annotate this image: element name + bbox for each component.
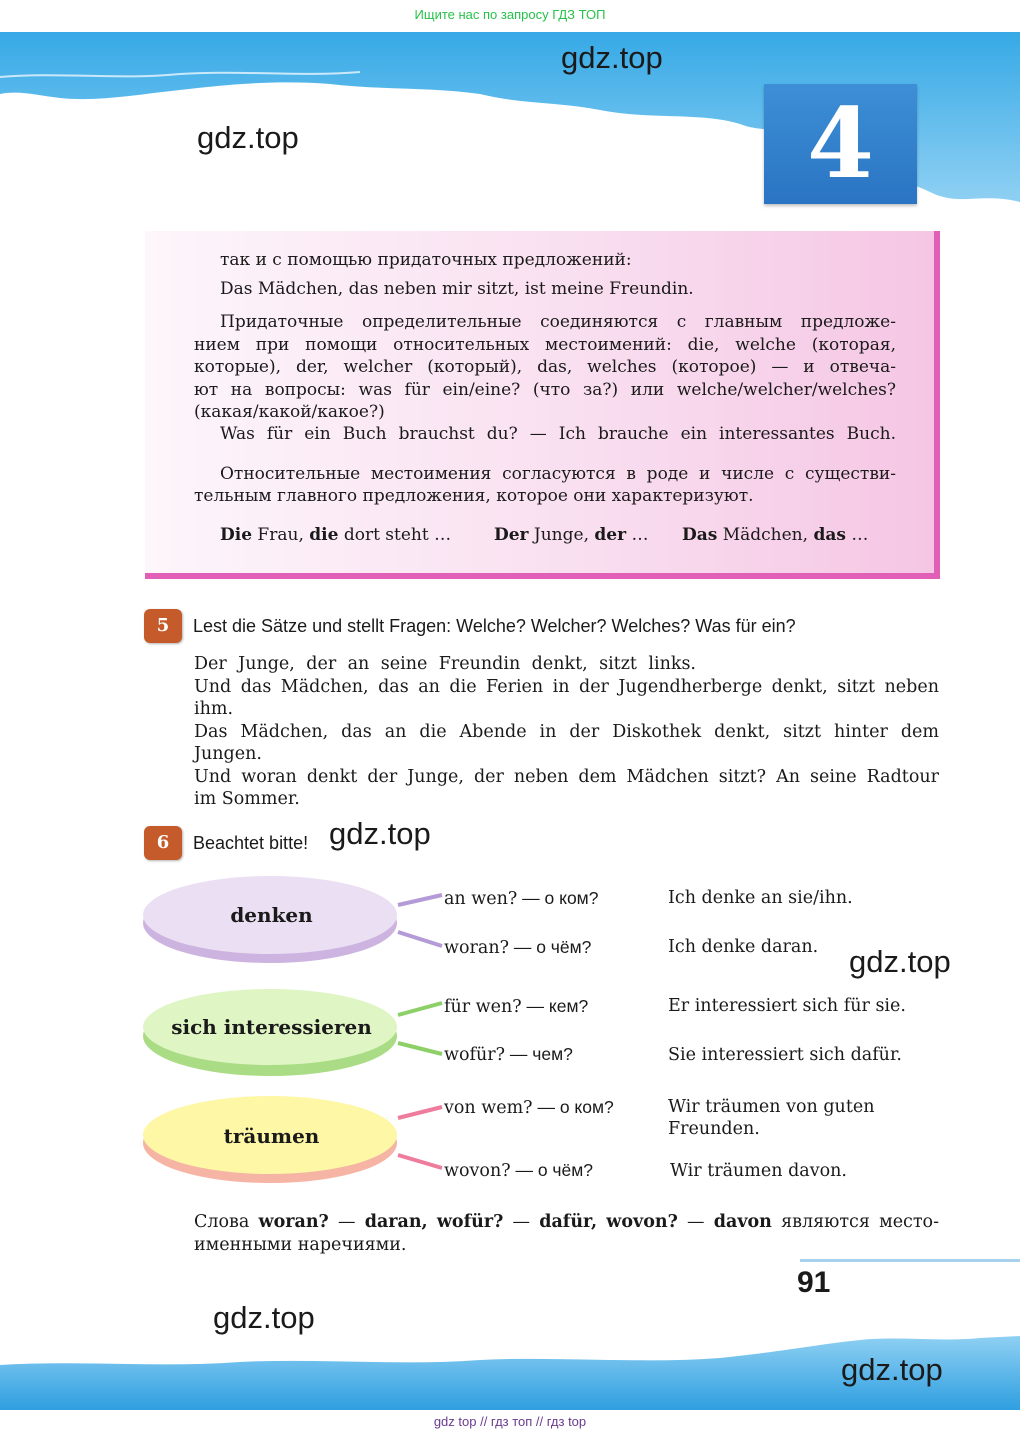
question-de: an wen? — [444, 889, 518, 909]
rule-text: Придаточные определительные соединяются с главным предложе- — [220, 312, 896, 332]
dash: — — [517, 888, 545, 908]
dash: — — [532, 1097, 560, 1117]
answer-example: Ich denke daran. — [668, 937, 819, 957]
note-text: являются место- — [771, 1212, 939, 1232]
question-ru: о ком? — [559, 1097, 614, 1117]
example-article: Das — [682, 525, 718, 545]
verb-label: denken — [230, 903, 313, 927]
rule-text: нием при помощи относительных местоимений: die, welche (которая, — [194, 335, 896, 355]
rule-example: Das Mädchen, das neben mir sitzt, ist meine Freundin. — [220, 279, 694, 299]
dash: — — [505, 1044, 533, 1064]
rule-text: так и с помощью придаточных предложений: — [220, 250, 632, 270]
question-de: wofür? — [444, 1045, 506, 1065]
footer-links[interactable]: gdz top // гдз топ // гдз top — [433, 1414, 587, 1429]
top-notice[interactable]: Ищите нас по запросу ГДЗ ТОП — [414, 7, 606, 22]
verb-label: sich interessieren — [171, 1015, 372, 1039]
exercise-sentence: Und woran denkt der Junge, der neben dem Mädchen sitzt? An seine Radtour — [194, 767, 939, 787]
exercise-number-badge: 6 — [144, 826, 182, 860]
watermark: gdz.top — [197, 120, 299, 155]
example-noun: Mädchen, — [717, 525, 814, 545]
note-text: Слова — [194, 1212, 259, 1232]
example-tail: … — [845, 525, 869, 545]
note-word: wovon? — [606, 1212, 678, 1232]
exercise-title: Beachtet bitte! — [193, 833, 309, 853]
note-line: Слова woran? — daran, wofür? — dafür, wovon? — davon являются место- — [194, 1212, 939, 1232]
note-word: dafür, — [539, 1212, 598, 1232]
page-number: 91 — [797, 1266, 831, 1299]
rule-text: тельным главного предложения, которое они характеризуют. — [194, 486, 754, 506]
watermark: gdz.top — [329, 816, 431, 851]
dash: — — [521, 996, 549, 1016]
answer-example: Er interessiert sich für sie. — [668, 996, 906, 1016]
rule-text: которые), der, welcher (который), das, welches (которое) — и отвеча- — [194, 357, 896, 377]
answer-example: Wir träumen von guten — [668, 1097, 875, 1117]
rule-example: Was für ein Buch brauchst du? — Ich brauche ein interessantes Buch. — [220, 424, 896, 444]
note-word: daran, — [364, 1212, 428, 1232]
watermark: gdz.top — [841, 1352, 943, 1387]
example-noun: Frau, — [252, 525, 310, 545]
example-noun: Junge, — [528, 525, 595, 545]
grammar-rule-box — [145, 231, 940, 579]
rule-example-row — [220, 524, 451, 546]
question-ru: кем? — [548, 996, 589, 1016]
example-pronoun: die — [309, 525, 339, 545]
rule-text: (какая/какой/какое?) — [194, 402, 385, 422]
answer-example: Sie interessiert sich dafür. — [668, 1045, 902, 1065]
note-line: именными наречиями. — [194, 1235, 407, 1255]
answer-example-cont: Freunden. — [668, 1119, 760, 1139]
example-tail: dort steht … — [338, 525, 452, 545]
exercise-number-badge: 5 — [144, 609, 182, 643]
question-row — [444, 995, 588, 1018]
example-tail: … — [626, 525, 649, 545]
question-row — [444, 1096, 614, 1119]
exercise-sentence: Jungen. — [194, 744, 262, 764]
exercise-sentence: Der Junge, der an seine Freundin denkt, sitzt links. — [194, 654, 696, 674]
rule-example-row — [682, 524, 868, 546]
chapter-number-badge: 4 — [764, 84, 917, 204]
example-article: Der — [494, 525, 529, 545]
example-pronoun: das — [813, 525, 846, 545]
question-de: woran? — [444, 938, 509, 958]
question-row — [444, 1159, 593, 1182]
answer-example: Wir träumen davon. — [670, 1161, 847, 1181]
exercise-sentence: Und das Mädchen, das an die Ferien in der Jugendherberge denkt, sitzt neben — [194, 677, 939, 697]
question-ru: о чём? — [536, 937, 592, 957]
note-word: woran? — [258, 1212, 329, 1232]
question-row — [444, 936, 591, 959]
question-de: wovon? — [444, 1161, 511, 1181]
watermark: gdz.top — [213, 1300, 315, 1335]
note-word: davon — [713, 1212, 772, 1232]
exercise-sentence: ihm. — [194, 699, 234, 719]
example-pronoun: der — [594, 525, 627, 545]
rule-example-row — [494, 524, 648, 546]
dash: — — [508, 937, 537, 957]
example-article: Die — [220, 525, 253, 545]
page-number-rule — [800, 1259, 1020, 1262]
question-ru: чем? — [532, 1044, 573, 1064]
question-row — [444, 887, 598, 910]
question-de: für wen? — [444, 997, 522, 1017]
rule-text: ют на вопросы: was für ein/eine? (что за?) или welche/welcher/welches? — [194, 380, 896, 400]
question-ru: о чём? — [537, 1160, 594, 1180]
question-de: von wem? — [444, 1098, 533, 1118]
watermark: gdz.top — [849, 944, 951, 979]
watermark: gdz.top — [561, 40, 663, 75]
exercise-title: Lest die Sätze und stellt Fragen: Welche? Welcher? Welches? Was für ein? — [193, 616, 796, 636]
exercise-sentence: Das Mädchen, das an die Abende in der Diskothek denkt, sitzt hinter dem — [194, 722, 939, 742]
verb-label: träumen — [223, 1124, 320, 1148]
rule-text: Относительные местоимения согласуются в роде и числе с существи- — [220, 464, 896, 484]
exercise-sentence: im Sommer. — [194, 789, 300, 809]
question-ru: о ком? — [544, 888, 599, 908]
dash: — — [510, 1160, 538, 1180]
note-word: wofür? — [436, 1212, 504, 1232]
question-row — [444, 1043, 573, 1066]
answer-example: Ich denke an sie/ihn. — [668, 888, 853, 908]
